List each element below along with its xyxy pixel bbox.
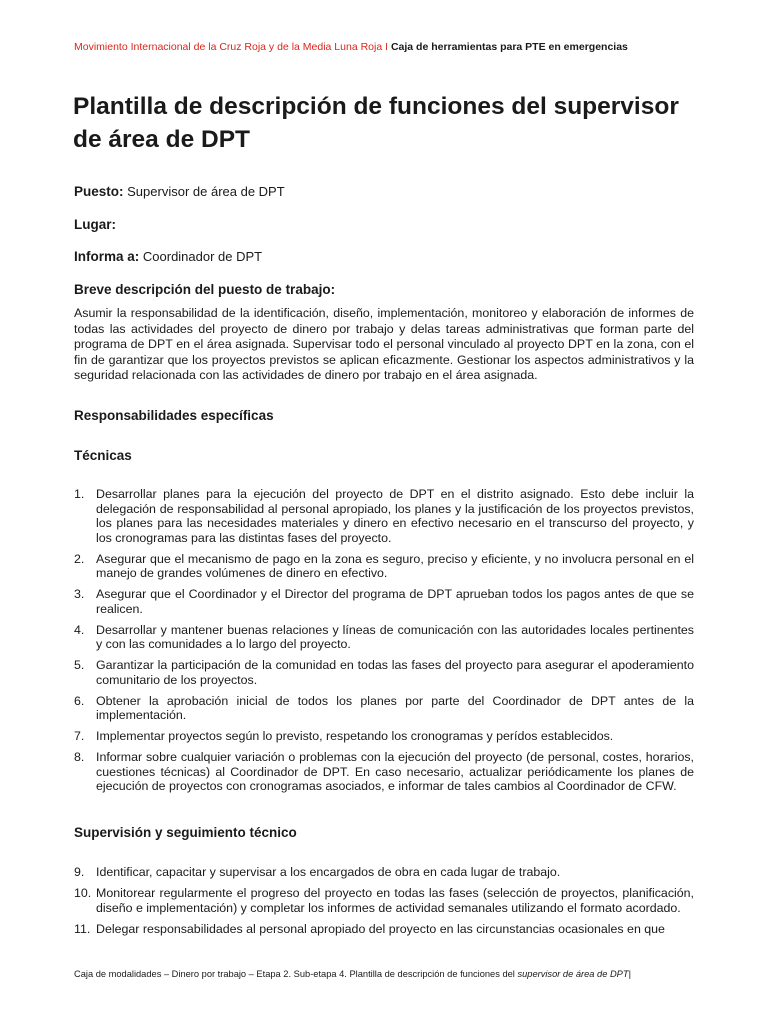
item-number: 3.: [74, 587, 85, 601]
item-text: Desarrollar y mantener buenas relaciones y líneas de comunicación con las autoridades locales pertinentes y con las comunidades a lo largo del proyecto.: [96, 622, 694, 651]
header-organization: Movimiento Internacional de la Cruz Roja y de la Media Luna Roja I: [74, 41, 389, 53]
list-item: [74, 658, 694, 687]
description-paragraph: Asumir la responsabilidad de la identificación, diseño, implementación, monitoreo y elaboración de informes de todas las actividades del proyecto de dinero por trabajo y delas tareas administrativas que forman parte del programa de DPT en el área asignada. Supervisar todo el personal vinculado al proyecto DPT en la zona, con el fin de garantizar que los proyectos previstos se aplican eficazmente. Gestionar los aspectos administrativos y la seguridad relacionada con las actividades de dinero por trabajo en el área asignada.: [74, 306, 694, 383]
item-text: Desarrollar planes para la ejecución del proyecto de DPT en el distrito asignado. Esto debe incluir la delegación de responsabilidad al personal apropiado, los planes y la justificación de los proyectos previstos, los planes para las necesidades materiales y dinero en efectivo necesario en el transcurso del proyecto, y los cronogramas para las distintas fases del proyecto.: [96, 487, 694, 545]
informa-label: Informa a:: [74, 249, 140, 264]
item-number: 8.: [74, 750, 85, 764]
list-item: [74, 922, 694, 937]
technical-heading: Técnicas: [74, 448, 132, 463]
item-number: 1.: [74, 487, 85, 501]
item-number: 9.: [74, 865, 85, 879]
puesto-value: Supervisor de área de DPT: [127, 184, 285, 199]
list-item: [74, 487, 694, 545]
description-heading: Breve descripción del puesto de trabajo:: [74, 282, 336, 297]
item-number: 6.: [74, 693, 85, 708]
list-item: [74, 750, 694, 794]
item-number: 10.: [74, 886, 92, 900]
list-item: [74, 623, 694, 652]
list-item: [74, 729, 694, 744]
document-title: Plantilla de descripción de funciones del supervisor de área de DPT: [73, 93, 679, 153]
item-text: Implementar proyectos según lo previsto, respetando los cronogramas y perídos establecidos.: [96, 729, 614, 743]
technical-list: [74, 487, 694, 800]
item-text: Delegar responsabilidades al personal apropiado del proyecto en las circunstancias ocasionales en que: [96, 921, 665, 936]
puesto-label: Puesto:: [74, 184, 124, 199]
footer-end: |: [628, 969, 631, 979]
page-header: [74, 41, 628, 53]
item-text: Asegurar que el Coordinador y el Director del programa de DPT aprueban todos los pagos antes de que se realicen.: [96, 587, 694, 616]
page-footer: [74, 969, 631, 979]
footer-text: Caja de modalidades – Dinero por trabajo – Etapa 2. Sub-etapa 4. Plantilla de descripción de funciones del: [74, 969, 515, 979]
footer-italic: supervisor de área de DPT: [517, 969, 629, 979]
responsibilities-heading: Responsabilidades específicas: [74, 408, 274, 423]
item-text: Identificar, capacitar y supervisar a los encargados de obra en cada lugar de trabajo.: [96, 865, 561, 879]
item-text: Informar sobre cualquier variación o problemas con la ejecución del proyecto (de personal, costes, horarios, cuestiones técnicas) al Coordinador de DPT. En caso necesario, actualizar periódicamente los planes de ejecución de proyectos con cronogramas asociados, e informar de tales cambios al Coordinador de CFW.: [96, 750, 694, 793]
puesto-field: [74, 184, 285, 199]
list-item: [74, 587, 694, 616]
item-number: 5.: [74, 658, 85, 672]
item-number: 11.: [74, 921, 91, 936]
item-number: 2.: [74, 551, 85, 566]
item-number: 4.: [74, 622, 85, 637]
list-item: [74, 865, 694, 880]
list-item: [74, 552, 694, 581]
item-text: Monitorear regularmente el progreso del proyecto en todas las fases (selección de proyectos, planificación, diseño e implementación) y completar los informes de actividad semanales utilizando el formato acordado.: [96, 886, 694, 915]
informa-field: [74, 249, 262, 264]
list-item: [74, 886, 694, 915]
informa-value: Coordinador de DPT: [142, 249, 263, 264]
item-text: Garantizar la participación de la comunidad en todas las fases del proyecto para asegurar el apoderamiento comunitario de los proyectos.: [96, 658, 694, 687]
item-number: 7.: [74, 729, 85, 743]
list-item: [74, 694, 694, 723]
item-text: Obtener la aprobación inicial de todos los planes por parte del Coordinador de DPT antes de la implementación.: [96, 693, 694, 722]
header-toolkit: Caja de herramientas para PTE en emergencias: [390, 41, 628, 53]
lugar-label: Lugar:: [74, 217, 116, 232]
item-text: Asegurar que el mecanismo de pago en la zona es seguro, preciso y eficiente, y no involucra personal en el manejo de grandes volúmenes de dinero en efectivo.: [96, 551, 694, 580]
supervision-list: [74, 865, 694, 943]
supervision-heading: Supervisión y seguimiento técnico: [74, 825, 297, 840]
lugar-field: [74, 217, 116, 232]
